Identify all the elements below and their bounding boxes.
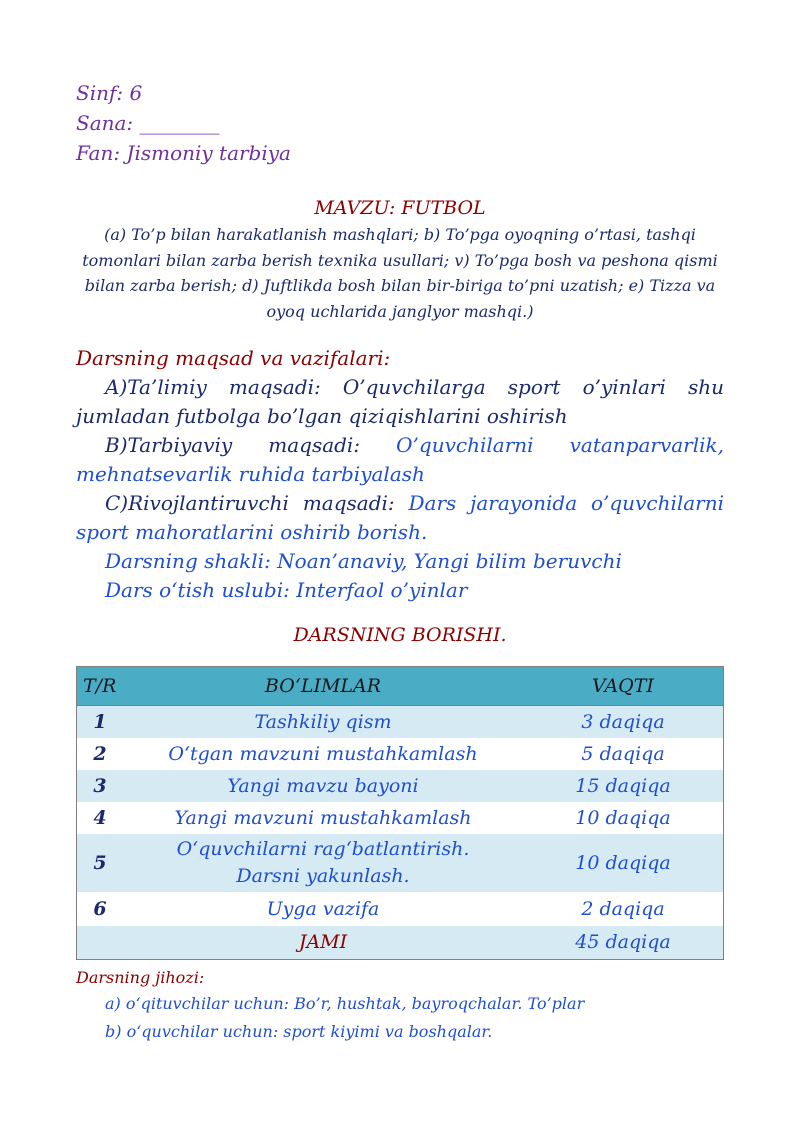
row-section: O‘quvchilarni rag‘batlantirish. Darsni yakunlash. <box>123 834 523 892</box>
row-section: Uyga vazifa <box>123 892 523 926</box>
column-header-time: VAQTI <box>523 667 724 706</box>
table-header-row <box>77 667 724 706</box>
row-time: 10 daqiqa <box>523 834 724 892</box>
topic-title: MAVZU: FUTBOL <box>314 197 486 219</box>
developmental-goal-text: Dars jarayonida o’quvchilarni <box>408 491 724 515</box>
row-section: Yangi mavzuni mustahkamlash <box>123 802 523 834</box>
row-section: Yangi mavzu bayoni <box>123 770 523 802</box>
equipment-heading: Darsning jihozi: <box>76 968 205 987</box>
row-time: 5 daqiqa <box>523 738 724 770</box>
total-time: 45 daqiqa <box>523 926 724 960</box>
row-section: O‘tgan mavzuni mustahkamlash <box>123 738 523 770</box>
table-row <box>77 802 724 834</box>
column-header-number: T/R <box>77 667 124 706</box>
subject-line: Fan: Jismoniy tarbiya <box>76 141 291 165</box>
developmental-goal-label: C)Rivojlantiruvchi maqsadi: <box>105 491 395 515</box>
plan-title: DARSNING BORISHI. <box>293 624 507 646</box>
total-label: JAMI <box>123 926 523 960</box>
date-line: Sana: ________ <box>76 111 220 135</box>
plan-table <box>76 666 724 960</box>
row-number: 3 <box>77 770 124 802</box>
table-total-row <box>77 926 724 960</box>
plan-table-wrapper <box>76 666 724 1046</box>
upbringing-goal-text: O’quvchilarni vatanparvarlik, <box>396 433 724 457</box>
row-time: 3 daqiqa <box>523 706 724 738</box>
column-header-sections: BO‘LIMLAR <box>123 667 523 706</box>
student-equipment: b) o‘quvchilar uchun: sport kiyimi va boshqalar. <box>105 1022 493 1041</box>
row-number: 5 <box>77 834 124 892</box>
row-time: 10 daqiqa <box>523 802 724 834</box>
upbringing-goal-label: B)Tarbiyaviy maqsadi: <box>105 433 361 457</box>
row-number: 4 <box>77 802 124 834</box>
row-section: Tashkiliy qism <box>123 706 523 738</box>
row-number: 1 <box>77 706 124 738</box>
row-number: 6 <box>77 892 124 926</box>
educational-goal-label: A)Ta’limiy maqsadi: <box>105 375 321 399</box>
table-row <box>77 770 724 802</box>
educational-goal-continuation: jumladan futbolga bo’lgan qiziqishlarini oshirish <box>76 404 568 428</box>
topic-description: (a) To’p bilan harakatlanish mashqlari; b) To’pga oyoqning o’rtasi, tashqi tomonlari bilan zarba berish texnika usullari; v) To’pga bosh va peshona qismi bilan zarba berish; d) Juftlikda bosh bilan bir-biriga to’pni uzatish; e) Tizza va oyoq uchlarida janglyor mashqi.) <box>82 225 718 321</box>
teacher-equipment: a) o‘qituvchilar uchun: Bo’r, hushtak, bayroqchalar. To’plar <box>105 994 585 1013</box>
table-row <box>77 706 724 738</box>
upbringing-goal-continuation: mehnatsevarlik ruhida tarbiyalash <box>76 462 425 486</box>
developmental-goal-continuation: sport mahoratlarini oshirib borish. <box>76 520 428 544</box>
educational-goal-text: O’quvchilarga sport o’yinlari shu <box>342 375 724 399</box>
table-row <box>77 738 724 770</box>
goals-heading: Darsning maqsad va vazifalari: <box>76 346 391 370</box>
table-row <box>77 892 724 926</box>
table-row <box>77 834 724 892</box>
grade-line: Sinf: 6 <box>76 81 143 105</box>
teaching-method: Dars o‘tish uslubi: Interfaol o’yinlar <box>105 578 468 602</box>
row-time: 15 daqiqa <box>523 770 724 802</box>
lesson-plan-page <box>76 78 724 649</box>
total-row-number <box>77 926 124 960</box>
developmental-goal <box>76 489 724 518</box>
row-time: 2 daqiqa <box>523 892 724 926</box>
lesson-form: Darsning shakli: Noan’anaviy, Yangi bilim beruvchi <box>105 549 622 573</box>
upbringing-goal <box>76 431 724 460</box>
educational-goal <box>76 373 724 402</box>
row-number: 2 <box>77 738 124 770</box>
